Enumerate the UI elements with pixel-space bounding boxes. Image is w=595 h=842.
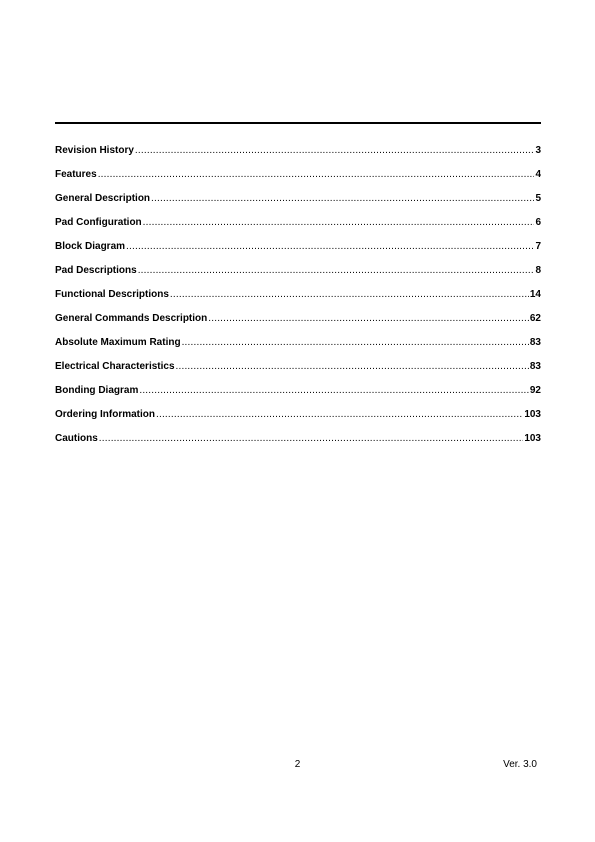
- toc-item-cautions[interactable]: [55, 432, 541, 456]
- toc-item-page: 8: [535, 265, 541, 276]
- toc-leader-dots: [151, 192, 534, 206]
- toc-item-title: Revision History: [55, 145, 134, 156]
- toc-item-title: General Description: [55, 193, 151, 204]
- toc-leader-dots: [99, 432, 524, 446]
- toc-item-absolute-maximum-rating[interactable]: [55, 336, 541, 360]
- toc-item-page: 3: [535, 145, 541, 156]
- toc-leader-dots: [98, 168, 535, 182]
- toc-item-page: 103: [524, 433, 541, 444]
- toc-item-ordering-information[interactable]: [55, 408, 541, 432]
- toc-item-title: General Commands Description: [55, 313, 208, 324]
- toc-leader-dots: [182, 336, 529, 350]
- toc-item-bonding-diagram[interactable]: [55, 384, 541, 408]
- page-number: 2: [294, 759, 301, 770]
- toc-item-page: 6: [535, 217, 541, 228]
- toc-item-features[interactable]: [55, 168, 541, 192]
- toc-item-functional-descriptions[interactable]: [55, 288, 541, 312]
- toc-item-page: 5: [535, 193, 541, 204]
- toc-leader-dots: [208, 312, 529, 326]
- toc-item-title: Absolute Maximum Rating: [55, 337, 181, 348]
- toc-leader-dots: [135, 144, 535, 158]
- toc-leader-dots: [126, 240, 534, 254]
- toc-item-title: Bonding Diagram: [55, 385, 139, 396]
- toc-leader-dots: [176, 360, 529, 374]
- toc-item-page: 14: [529, 289, 541, 300]
- toc-item-title: Functional Descriptions: [55, 289, 169, 300]
- toc-item-title: Electrical Characteristics: [55, 361, 175, 372]
- toc-leader-dots: [170, 288, 529, 302]
- toc-item-page: 62: [529, 313, 541, 324]
- toc-item-electrical-characteristics[interactable]: [55, 360, 541, 384]
- toc-item-title: Cautions: [55, 433, 98, 444]
- toc-item-page: 83: [529, 361, 541, 372]
- toc-item-title: Pad Configuration: [55, 217, 142, 228]
- toc-item-title: Ordering Information: [55, 409, 155, 420]
- toc-item-general-description[interactable]: [55, 192, 541, 216]
- toc-item-pad-configuration[interactable]: [55, 216, 541, 240]
- header-rule: [55, 122, 541, 124]
- toc-item-title: Pad Descriptions: [55, 265, 137, 276]
- toc-item-title: Features: [55, 169, 97, 180]
- toc-item-page: 83: [529, 337, 541, 348]
- toc-item-pad-descriptions[interactable]: [55, 264, 541, 288]
- toc-leader-dots: [139, 384, 529, 398]
- toc-item-title: Block Diagram: [55, 241, 126, 252]
- toc-leader-dots: [156, 408, 523, 422]
- toc-leader-dots: [138, 264, 535, 278]
- toc-item-page: 103: [524, 409, 541, 420]
- toc-item-revision-history[interactable]: [55, 144, 541, 168]
- toc-item-general-commands-description[interactable]: [55, 312, 541, 336]
- toc-item-page: 7: [535, 241, 541, 252]
- toc-item-block-diagram[interactable]: [55, 240, 541, 264]
- toc-item-page: 4: [535, 169, 541, 180]
- toc-item-page: 92: [529, 385, 541, 396]
- toc-leader-dots: [143, 216, 535, 230]
- document-version: Ver. 3.0: [503, 759, 537, 770]
- table-of-contents: [55, 144, 541, 456]
